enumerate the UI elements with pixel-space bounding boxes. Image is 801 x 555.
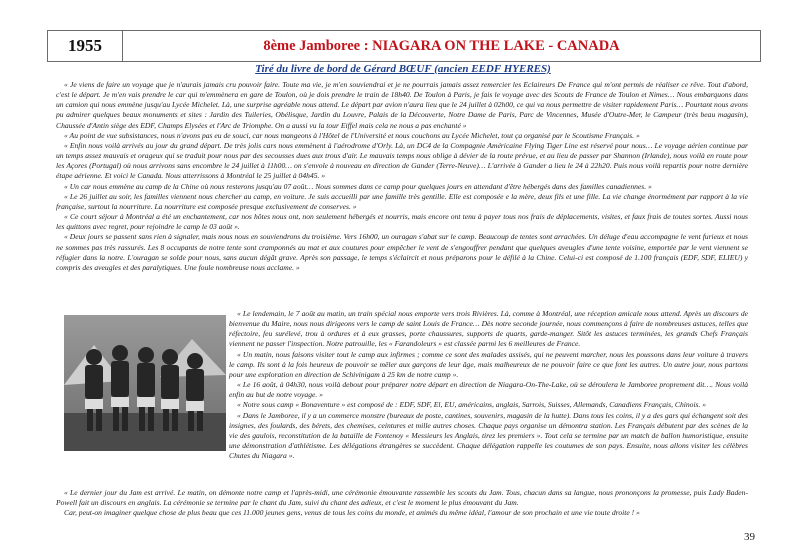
subtitle: Tiré du livre de bord de Gérard BŒUF (ancien EEDF HYERES)	[255, 63, 551, 75]
photo-illustration	[64, 315, 226, 451]
paragraph: « Le 26 juillet au soir, les familles viennent nous chercher au camp, en voiture. Je suis accueilli par une famille très gentille. Elle est composée e la mère, deux fils et une fille. La vie change énormément par rapport à la vie française, surtout la nourriture. La nourriture est composée presque exclusivement de conserves. »	[56, 191, 748, 211]
body-text-middle	[229, 309, 748, 461]
page-number: 39	[744, 531, 755, 543]
year-label: 1955	[48, 31, 123, 61]
paragraph: « Le 16 août, à 04h30, nous voilà debout pour préparer notre départ en direction de Niagara-On-The-Lake, où se déroulera le Jamboree proprement dit…. Nous voilà enfin au but de notre voyage. »	[229, 380, 748, 400]
paragraph: « Au point de vue subsistances, nous n'avons pas eu de souci, car nous mangeons à l'Hôtel de l'Université et nous couchons au Lycée Michelet, tout ça organisé par le Scoutisme Français. »	[64, 130, 640, 140]
paragraph: « Le lendemain, le 7 août au matin, un train spécial nous emporte vers trois Rivières. Là, comme à Montréal, une réception amicale nous attend. Après un discours de bienvenue du Maire, nous nous dirigeons vers le camp de saint Louis de France… Dès notre seconde journée, nous commençons à faire de nombreuses astuces, telles que réfectoire, feu surélevé, trou à ordures et à eux grasses, porte chaussures, supports de quarts, garde-manger. Sitôt les astuces terminées, les grands Chefs Français viennent ne passer l'inspection. Notre patrouille, les « Farandoleurs » est classée parmi les 6 meilleures de France.	[229, 309, 748, 349]
page-title: 8ème Jamboree : NIAGARA ON THE LAKE - CANADA	[263, 38, 620, 54]
paragraph: « Enfin nous voilà arrivés au jour du grand départ. De très jolis cars nous emmènent à l'aérodrome d'Orly. Là, un DC4 de la Compagnie Américaine Flying Tiger Line est réservé pour nous… Le voyage aérien continue par un temps assez mauvais et orageux qui se traduit pour nous par des secousses dues aux trous d'air. Le mauvais temps nous oblige à dévier de la route prévue, et au lieu de passer par Shannon (Irlande), nous voilà en route pour les Açores (Portugal) où nous arrivons sans encombre le 24 juillet à 11h00… on s'envole à nouveau en direction de Gander (Terre-Neuve)… L'arrivée à Gander a lieu le 24 à 22h20. Puis nous voilà repartis pour notre dernière étape aérienne. Et voici le Canada. Nous atterrissons à Montréal le 25 juillet à 04h45. »	[56, 140, 748, 181]
paragraph: « Le dernier jour du Jam est arrivé. Le matin, on démonte notre camp et l'après-midi, une cérémonie émouvante rassemble les scouts du Jam. Tous, chacun dans sa langue, nous prononçons la promesse, puis Lady Baden-Powell fait un discours en anglais. La cérémonie se termine par le chant du Jam, suivi du chant des adieux, et c'est le moment le plus émouvant du Jam.	[56, 488, 748, 508]
header-box	[47, 30, 761, 62]
paragraph: Car, peut-on imaginer quelque chose de plus beau que ces 11.000 jeunes gens, venus de tous les coins du monde, et animés du même idéal, l'amour de son prochain et une vie toute droite ! »	[64, 508, 640, 518]
paragraph: « Un matin, nous faisons visiter tout le camp aux infirmes ; comme ce sont des malades assisés, qui ne peuvent marcher, nous les poussons dans leur voiture à travers le camp. Ils sont à la fois heureux de pouvoir se mêler aux garçons de leur âge, mais malheureux de ne pouvoir faire ce que font les autres. Un autre jour, nous partons pour une exploration en direction de Schivinigam à 25 km de notre camp ».	[229, 349, 748, 379]
scouts-group-photo	[64, 315, 226, 451]
paragraph: « Notre sous camp « Bonaventure » est composé de : EDF, SDF, El, EU, américains, anglais, Sarrois, Suisses, Allemands, Canadiens Français, Chinois. »	[237, 400, 707, 410]
paragraph: « Deux jours se passent sans rien à signaler, mais nous nous en souviendrons du troisième. Vers 16h00, un ouragan s'abat sur le camp. Beaucoup de tentes sont arrachées. Un déluge d'eau accompagne le vent furieux et nous ne sommes pas très rassurés. Les 8 occupants de notre tente sont cramponnés au mat et aux coutures pour empêcher le vent de s'engouffrer pendant que quelques aveugles d'une tente voisine, emportée par le vent viennent se réfugier dans la notre. L'ouragan se solde pour nous, sans aucun dégât grave. Après son passage, le temps s'éclaircit et nous préparons pour le défilé à la Chine. Celui-ci est composé de 1.100 français (EDF, SDF, ELIEU) y compris des aveugles et des paralytiques. Une foule nombreuse nous acclame. »	[56, 232, 748, 272]
paragraph: « Un car nous emmène au camp de la Chine où nous resterons jusqu'au 07 août… Nous sommes dans ce camp pour quelques jours en attendant d'être hébergés dans des familles canadiennes. »	[64, 181, 652, 191]
body-text-top	[56, 80, 748, 273]
paragraph: « Dans le Jamboree, il y a un commerce monstre (bureaux de poste, cantines, souvenirs, magasin de la hutte). Dans tous les coins, il y a des gars qui échangent soit des insignes, des foulards, des bérets, des chemises, ceintures et mille autres choses. Chaque pays organise un démontra station. Les Français débutent par des scènes de la vie des gaulois, reconstitution de la bataille de Fontenoy « Messieurs les Anglais, tirez les premiers ». Tout cela se termine par un match de ballon humoristique, ensuite une démonstration d'athlétisme. Les délégations étrangères se succèdent. Chaque délégation rappelle les coutumes de son pays. Ensuite, nous allons visiter les célèbres Chutes du Niagara ».	[229, 410, 748, 461]
paragraph: « Je viens de faire un voyage que je n'aurais jamais cru pouvoir faire. Toute ma vie, je m'en souviendrai et je ne pourrais jamais assez remercier les Eclaireurs De France qui m'ont permis de réaliser ce rêve. Tout d'abord, c'est le départ. Je m'en vais prendre le car qui m'emmènera en gare de Toulon, où je dois prendre le train de 18h40. De Toulon à Paris, je fais le voyage avec des Scouts de France de Toulon et Nimes… Nous embarquons dans un camion qui nous emmène jusqu'au Lycée Michelet. Là, une surprise agréable nous attend. Le départ par avion n'aura lieu que le 24 juillet à 02h00, ce qui va nous permettre de visiter rapidement Paris… Pourtant nous avons pu admirer quelques beaux monuments et sites : Jardin des Tuileries, Obélisque, Jardin du Louvre, Palais de la Découverte, Notre Dame de Paris, Parc de Vincennes, Musée d'Outre-Mer, le Campeur (très beau magasin), Chaussée d'Antin siège des EDF, Champs Elysées et l'Arc de Triomphe. On a aussi vu la tour Eiffel mais cela ne nous a pas enchanté »	[56, 80, 748, 130]
paragraph: « Ce court séjour à Montréal a été un enchantement, car nos hôtes nous ont, non seulement hébergés et nourris, mais encore ont tenu à payer tous nos frais de déplacements, visites, et faux frais de toutes sortes. Aussi nous les quittons avec regret, pour rejoindre le camp le 03 août ».	[56, 212, 748, 232]
body-text-bottom	[56, 488, 748, 518]
